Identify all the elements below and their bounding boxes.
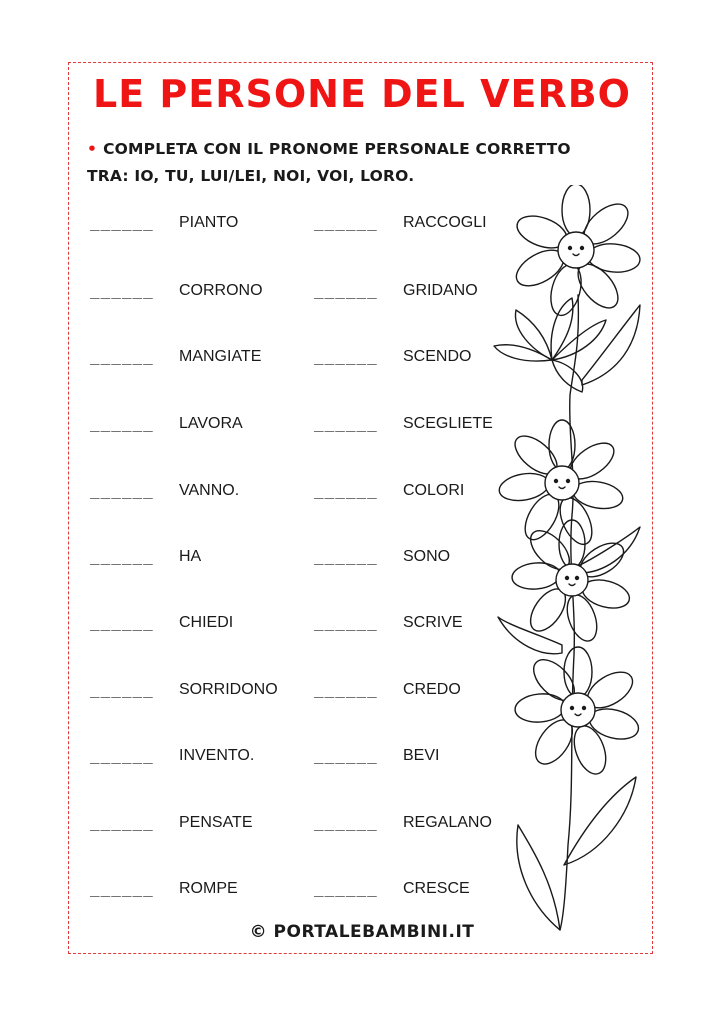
left-exercise-item: [90, 612, 233, 632]
copyright-footer: © PORTALEBAMBINI.IT: [249, 922, 475, 942]
answer-blank[interactable]: ______: [314, 679, 378, 698]
right-exercise-item: [314, 346, 471, 366]
answer-blank[interactable]: ______: [314, 212, 378, 231]
right-exercise-item: [314, 612, 463, 632]
verb-word: CHIEDI: [179, 614, 234, 631]
left-exercise-item: [90, 546, 201, 566]
instruction-line-2: TRA: IO, TU, LUI/LEI, NOI, VOI, LORO.: [87, 167, 415, 185]
verb-word: INVENTO.: [179, 747, 255, 764]
answer-blank[interactable]: ______: [314, 812, 378, 831]
verb-word: LAVORA: [179, 415, 243, 432]
verb-word: PIANTO: [179, 214, 239, 231]
answer-blank[interactable]: ______: [90, 480, 154, 499]
right-exercise-item: [314, 212, 487, 232]
left-exercise-item: [90, 346, 261, 366]
answer-blank[interactable]: ______: [90, 679, 154, 698]
verb-word: SCENDO: [403, 348, 472, 365]
answer-blank[interactable]: ______: [314, 346, 378, 365]
verb-word: HA: [179, 548, 202, 565]
verb-word: REGALANO: [403, 814, 492, 831]
answer-blank[interactable]: ______: [314, 612, 378, 631]
left-exercise-item: [90, 212, 238, 232]
answer-blank[interactable]: ______: [90, 346, 154, 365]
verb-word: CRESCE: [403, 880, 470, 897]
answer-blank[interactable]: ______: [314, 280, 378, 299]
right-exercise-item: [314, 745, 439, 765]
verb-word: GRIDANO: [403, 282, 478, 299]
flower-illustration: [490, 185, 650, 935]
answer-blank[interactable]: ______: [90, 413, 154, 432]
right-exercise-item: [314, 812, 492, 832]
verb-word: BEVI: [403, 747, 440, 764]
answer-blank[interactable]: ______: [90, 878, 154, 897]
answer-blank[interactable]: ______: [314, 745, 378, 764]
verb-word: ROMPE: [179, 880, 238, 897]
answer-blank[interactable]: ______: [90, 546, 154, 565]
answer-blank[interactable]: ______: [90, 612, 154, 631]
verb-word: MANGIATE: [179, 348, 262, 365]
bullet-icon: •: [87, 140, 98, 158]
answer-blank[interactable]: ______: [314, 413, 378, 432]
left-exercise-item: [90, 679, 278, 699]
verb-word: COLORI: [403, 482, 465, 499]
verb-word: SCRIVE: [403, 614, 463, 631]
instructions: [87, 136, 647, 190]
answer-blank[interactable]: ______: [314, 480, 378, 499]
verb-word: RACCOGLI: [403, 214, 487, 231]
right-exercise-item: [314, 878, 470, 898]
verb-word: SONO: [403, 548, 451, 565]
right-exercise-item: [314, 480, 464, 500]
answer-blank[interactable]: ______: [314, 878, 378, 897]
right-exercise-item: [314, 679, 461, 699]
left-exercise-item: [90, 812, 253, 832]
verb-word: PENSATE: [179, 814, 253, 831]
answer-blank[interactable]: ______: [90, 745, 154, 764]
left-exercise-item: [90, 413, 243, 433]
right-exercise-item: [314, 280, 478, 300]
instruction-line-1: • COMPLETA CON IL PRONOME PERSONALE CORRETTO: [87, 140, 571, 158]
answer-blank[interactable]: ______: [90, 812, 154, 831]
verb-word: CORRONO: [179, 282, 263, 299]
verb-word: VANNO.: [179, 482, 240, 499]
left-exercise-item: [90, 280, 263, 300]
right-exercise-item: [314, 413, 493, 433]
page-title: LE PERSONE DEL VERBO: [93, 72, 631, 116]
verb-word: SCEGLIETE: [403, 415, 493, 432]
verb-word: CREDO: [403, 681, 461, 698]
answer-blank[interactable]: ______: [314, 546, 378, 565]
verb-word: SORRIDONO: [179, 681, 278, 698]
right-exercise-item: [314, 546, 450, 566]
left-exercise-item: [90, 745, 254, 765]
left-exercise-item: [90, 878, 238, 898]
answer-blank[interactable]: ______: [90, 280, 154, 299]
answer-blank[interactable]: ______: [90, 212, 154, 231]
left-exercise-item: [90, 480, 239, 500]
